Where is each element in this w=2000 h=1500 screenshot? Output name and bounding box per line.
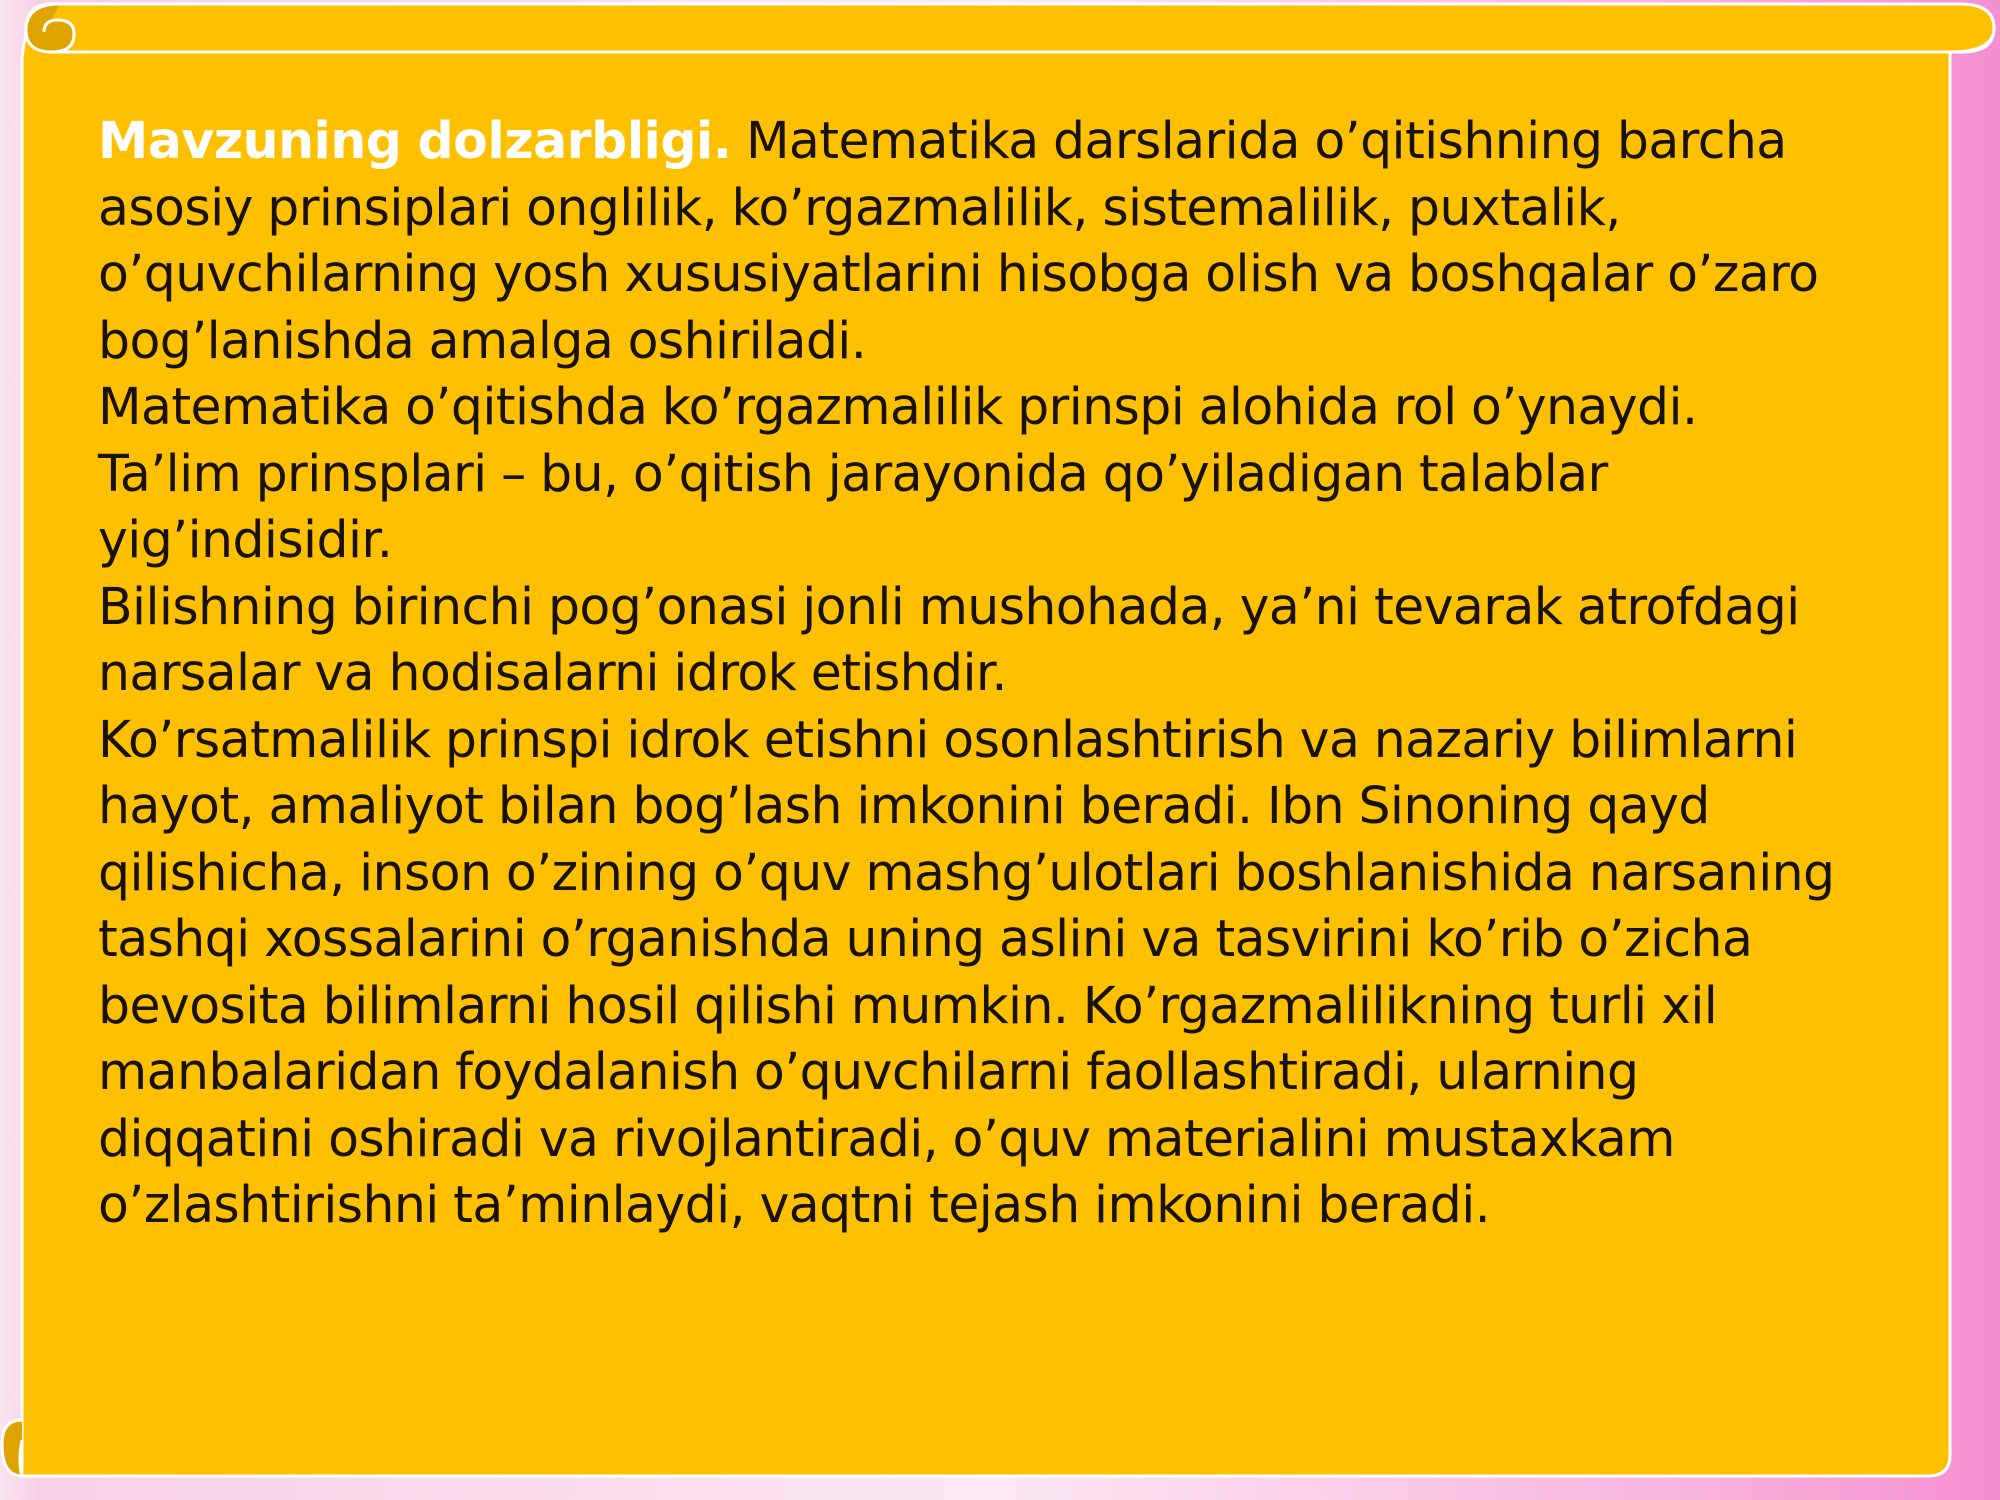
paragraph-principles-definition: Ta’lim prinsplari – bu, o’qitish jarayonida qo’yiladigan talablar yig’indisidir. [98,443,1608,569]
paragraph-visual-principle: Matematika o’qitishda ko’rgazmalilik prinspi alohida rol o’ynaydi. [98,377,1698,436]
lead-heading: Mavzuning dolzarbligi. [98,111,732,170]
paragraph-cognition-stage: Bilishning birinchi pog’onasi jonli mushohada, ya’ni tevarak atrofdagi narsalar va hodisalarni idrok etishdir. [98,576,1800,702]
paragraph-intro [98,108,1858,374]
slide-text-body [98,108,1858,1288]
paragraph-intro-text: Matematika darslarida o’qitishning barcha asosiy prinsiplari onglilik, ko’rgazmalilik, sistemalilik, puxtalik, o’quvchilarning yosh xususiyatlarini hisobga olish va boshqalar o’zaro bog’lanishda amalga oshiriladi. [98,111,1819,370]
paragraph-ibn-sino: Ko’rsatmalilik prinspi idrok etishni osonlashtirish va nazariy bilimlarni hayot, amaliyot bilan bog’lash imkonini beradi. Ibn Sinoning qayd qilishicha, inson o’zining o’quv mashg’ulotlari boshlanishida narsaning tashqi xossalarini o’rganishda uning aslini va tasvirini ko’rib o’zicha bevosita bilimlarni hosil qilishi mumkin. Ko’rgazmalilikning turli xil manbalaridan foydalanish o’quvchilarni faollashtiradi, ularning diqqatini oshiradi va rivojlantiradi, o’quv materialini mustaxkam o’zlashtirishni ta’minlaydi, vaqtni tejash imkonini beradi. [98,709,1835,1234]
